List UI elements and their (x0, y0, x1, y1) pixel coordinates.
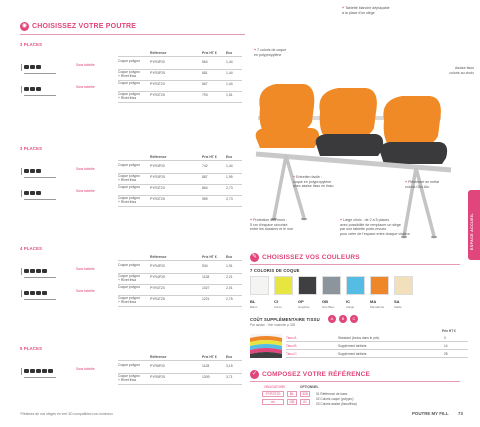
seat (30, 87, 35, 91)
cost-rule (286, 357, 468, 358)
header-eco: Eco (226, 255, 233, 259)
color-swatch (298, 276, 317, 295)
variant-label: Sans tablette (76, 289, 95, 293)
ref-box-1: PYR3T20 (262, 391, 284, 397)
colors-subtitle: 7 COLORIS DE COQUE (250, 268, 300, 273)
row-ref: PYR3T20 (150, 186, 165, 190)
swatch-name: Mandarine (370, 305, 385, 309)
swatch-code: GP (298, 299, 304, 304)
ref-note-3: 03 Coloris assise (tissu/frisa) (316, 402, 357, 406)
variant-label: Sans tablette (76, 167, 95, 171)
row-price: 564 (202, 60, 208, 64)
row-eco: 2,01 (226, 286, 233, 290)
cost-desc: Supplément tarifaire (338, 352, 367, 356)
seat (36, 269, 41, 273)
bench-diagram (20, 163, 64, 183)
row-price: 1128 (202, 275, 210, 279)
row-rule (118, 102, 242, 103)
ref-box-3: 328 (300, 391, 310, 397)
page-number: 73 (458, 411, 463, 416)
seat (30, 191, 35, 195)
bench-diagram (20, 185, 64, 205)
row-desc: Coque polypro + Rivet frisa (118, 374, 141, 382)
row-desc: Coque polypro + Rivet frisa (118, 70, 141, 78)
variant-label: Sans tablette (76, 367, 95, 371)
row-price: 681 (202, 71, 208, 75)
reference-title: COMPOSEZ VOTRE RÉFÉRENCE (262, 371, 371, 378)
row-desc: Coque polypro (118, 81, 141, 85)
row-ref: PYR5P25 (150, 375, 165, 379)
color-swatch (274, 276, 293, 295)
row-eco: 1,44 (226, 71, 233, 75)
swatch-code: SA (394, 299, 400, 304)
bench-seats (24, 369, 62, 373)
section-title: 3 PLACES (20, 42, 43, 47)
seat (24, 369, 29, 373)
ref-col-optional: OPTIONNEL (300, 385, 319, 389)
row-desc: Coque polypro (118, 363, 141, 367)
annotation-choice: +Large choix : de 2 à 5 places avec possibilité de remplacer un siège par une tablette porte-revues pour créer de l'espace entre chaque visiteur (340, 218, 410, 236)
row-desc: Coque polypro + Rivet frisa (118, 174, 141, 182)
row-ref: PYR4T20 (150, 286, 165, 290)
row-price: 1309 (202, 375, 210, 379)
seat (24, 65, 29, 69)
row-price: 793 (202, 93, 208, 97)
row-eco: 1,51 (226, 93, 233, 97)
variant-label: Sans tablette (76, 189, 95, 193)
fabric-badge: C (350, 315, 358, 323)
swatch-code: IC (346, 299, 350, 304)
variant-label: Sans tablette (76, 85, 95, 89)
swatch-name: Blanc (250, 305, 258, 309)
header-ref: Référence (150, 355, 167, 359)
row-desc: Coque polypro + Rivet frisa (118, 274, 141, 282)
seat (30, 169, 35, 173)
row-price: 1027 (202, 286, 210, 290)
colors-title: CHOISISSEZ VOS COULEURS (262, 254, 360, 261)
row-desc: Coque polypro + Rivet frisa (118, 92, 141, 100)
seat (30, 65, 35, 69)
table-rule (118, 260, 242, 261)
bench-diagram (20, 81, 64, 101)
seat (36, 369, 41, 373)
extra-cost-subtitle: Par assise - Voir nuancier p.328 (250, 323, 296, 327)
row-price: 887 (202, 175, 208, 179)
row-price: 1128 (202, 364, 210, 368)
row-desc: Coque polypro (118, 185, 141, 189)
color-swatch (322, 276, 341, 295)
row-eco: 1,95 (226, 175, 233, 179)
variant-label: Sans tablette (76, 267, 95, 271)
footer-note: *Réalisez de vos sièges en vert 3D compatibles non-lumineux (20, 412, 113, 416)
variant-label: Sans tablette (76, 63, 95, 67)
row-ref: PYR3P20 (150, 164, 165, 168)
header-price: Prix HT € (202, 355, 217, 359)
header-price: Prix HT € (202, 255, 217, 259)
bench-seats (24, 87, 62, 91)
ref-icon: ✓ (251, 371, 258, 377)
bench-diagram (20, 263, 64, 283)
row-ref: PYR3P25 (150, 71, 165, 75)
header-price: Prix HT € (202, 155, 217, 159)
bench-seats (24, 169, 62, 173)
swatch-name: Graphite (298, 305, 310, 309)
row-eco: 3,15 (226, 364, 233, 368)
section-title: 4 PLACES (20, 246, 43, 251)
row-ref: PYR3P20 (150, 60, 165, 64)
annotation-cushion: Assise tissu coloris au choix (449, 66, 474, 75)
color-swatch (346, 276, 365, 295)
seat (24, 87, 29, 91)
row-rule (118, 206, 242, 207)
bench-diagram (20, 285, 64, 305)
annotation-wall-protection: +Protection des murs : 5 cm d'espace sécurisé entre les dossiers et le mur (250, 218, 294, 232)
row-eco: 2,75 (226, 297, 233, 301)
cost-desc: Supplément tarifaire (338, 344, 367, 348)
seat (42, 291, 47, 295)
cost-price: 0 (444, 336, 446, 340)
row-ref: PYR3T25 (150, 197, 165, 201)
swatch-code: GB (322, 299, 328, 304)
row-eco: 2,73 (226, 197, 233, 201)
cost-price: 14 (444, 344, 448, 348)
annotation-maintenance: +Entretien facile : coque en polypropylène avec assise tissu en tissu (293, 175, 334, 189)
bench-seats (24, 269, 62, 273)
extra-cost-title: COÛT SUPPLÉMENTAIRE TISSU (250, 317, 320, 322)
annotation-tablet: +Tablette blanche déplaçable à la place d'un siège (342, 6, 390, 15)
seat (36, 291, 41, 295)
color-swatch (250, 276, 269, 295)
cost-tier: Tissu A (286, 336, 297, 340)
bench-diagram (20, 363, 64, 383)
ref-box-2: BL (287, 391, 297, 397)
row-desc: Coque polypro (118, 59, 141, 63)
row-price: 989 (202, 197, 208, 201)
title-underline (20, 34, 245, 35)
swatch-name: Indigo (346, 305, 355, 309)
color-swatch (394, 276, 413, 295)
seat (36, 191, 41, 195)
swatch-name: Sable (394, 305, 402, 309)
header-ref: Référence (150, 155, 167, 159)
row-desc: Coque polypro (118, 285, 141, 289)
row-eco: 2,21 (226, 275, 233, 279)
ref-col-required: OBLIGATOIRE (264, 385, 286, 389)
cost-tier: Tissu C (286, 352, 297, 356)
color-swatch (370, 276, 389, 295)
row-eco: 1,91 (226, 264, 233, 268)
swatch-code: BL (250, 299, 256, 304)
cost-price: 28 (444, 352, 448, 356)
colors-underline (250, 264, 460, 265)
row-price: 1221 (202, 297, 210, 301)
header-ref: Référence (150, 51, 167, 55)
header-eco: Eco (226, 51, 233, 55)
section-title: 3 PLACES (20, 146, 43, 151)
row-eco: 1,44 (226, 82, 233, 86)
header-price: Prix HT € (202, 51, 217, 55)
ref-note-2: 02 Coloris coque (polypro) (316, 397, 354, 401)
section-title: 5 PLACES (20, 346, 43, 351)
seat (24, 269, 29, 273)
seat (36, 87, 41, 91)
row-price: 934 (202, 264, 208, 268)
row-ref: PYR3P25 (150, 175, 165, 179)
row-rule (118, 384, 242, 385)
cost-tier: Tissu B (286, 344, 297, 348)
swatch-name: Citron (274, 305, 283, 309)
header-ref: Référence (150, 255, 167, 259)
ref-box-5: GB (287, 399, 297, 405)
row-eco: 1,44 (226, 164, 233, 168)
seat (36, 169, 41, 173)
seat (30, 369, 35, 373)
annotation-beam: +Piètement en métal coloris Gris Alu (405, 180, 440, 189)
header-eco: Eco (226, 355, 233, 359)
header-eco: Eco (226, 155, 233, 159)
chair-icon: ◉ (21, 23, 28, 29)
row-desc: Coque polypro + Rivet frisa (118, 196, 141, 204)
page-title: CHOISISSEZ VOTRE POUTRE (32, 23, 137, 30)
seat (36, 65, 41, 69)
row-price: 667 (202, 82, 208, 86)
reference-underline (250, 381, 460, 382)
table-rule (118, 160, 242, 161)
palette-icon: ✎ (251, 254, 258, 260)
row-desc: Coque polypro (118, 163, 141, 167)
swatch-code: CI (274, 299, 278, 304)
cost-desc: Standard (inclus dans le prix) (338, 336, 380, 340)
table-rule (118, 56, 242, 57)
row-ref: PYR4P20 (150, 264, 165, 268)
swatch-code: MA (370, 299, 377, 304)
seat (30, 269, 35, 273)
row-ref: PYR3T25 (150, 93, 165, 97)
row-price: 864 (202, 186, 208, 190)
footer-title: POUTRE MY FILL (412, 411, 449, 416)
seat (42, 269, 47, 273)
seat (42, 369, 47, 373)
row-eco: 2,73 (226, 186, 233, 190)
fabric-badge: B (339, 315, 347, 323)
swatch-name: Gris Bleu (322, 305, 335, 309)
seat (30, 291, 35, 295)
row-price: 742 (202, 164, 208, 168)
row-rule (118, 306, 242, 307)
row-desc: Coque polypro + Rivet frisa (118, 296, 141, 304)
annotation-colors: +7 coloris de coque en polypropylène (254, 48, 287, 57)
row-eco: 3,71 (226, 375, 233, 379)
seat (24, 191, 29, 195)
side-tab-label: ESPACE ACCUEIL (470, 213, 474, 250)
row-desc: Coque polypro (118, 263, 141, 267)
seat (48, 369, 53, 373)
ref-note-1: 01 Référence de base (316, 392, 348, 396)
row-ref: PYR5P20 (150, 364, 165, 368)
ref-box-6: 01 (300, 399, 310, 405)
table-rule (118, 360, 242, 361)
row-ref: PYR4T25 (150, 297, 165, 301)
bench-diagram (20, 59, 64, 79)
bench-seats (24, 191, 62, 195)
fabric-badge: A (328, 315, 336, 323)
row-eco: 1,44 (226, 60, 233, 64)
extra-cost-header: Prix HT € (442, 329, 456, 333)
ref-box-4: ex (262, 399, 284, 405)
row-ref: PYR3T20 (150, 82, 165, 86)
seat (24, 291, 29, 295)
row-ref: PYR4P25 (150, 275, 165, 279)
seat (24, 169, 29, 173)
bench-seats (24, 65, 62, 69)
bench-seats (24, 291, 62, 295)
